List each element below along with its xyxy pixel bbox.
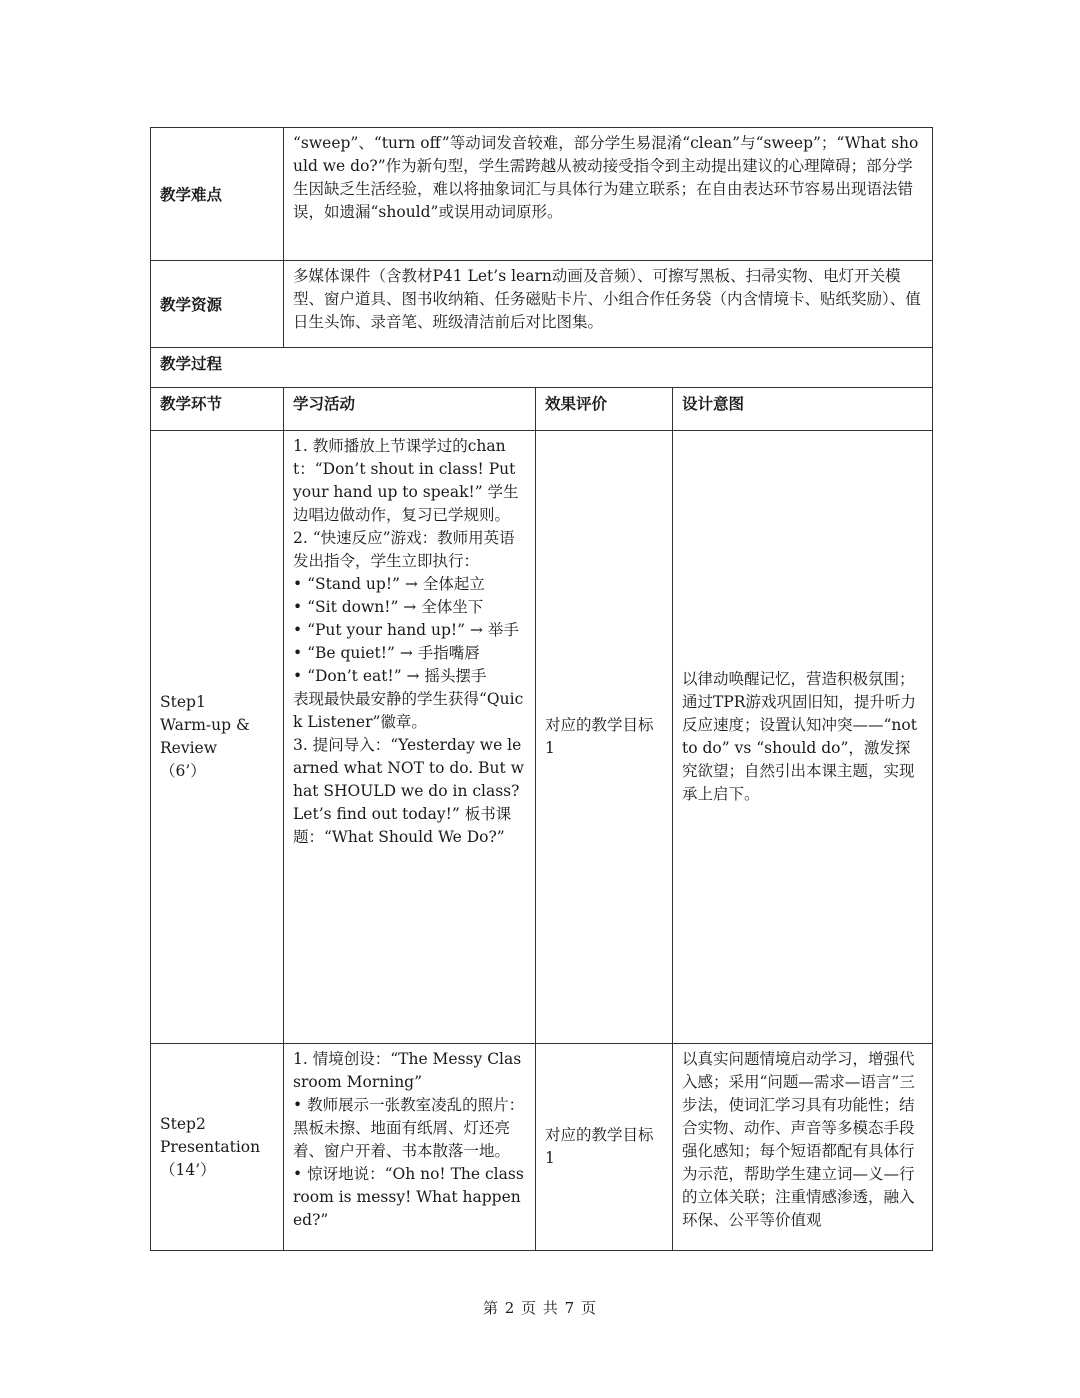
step1-evaluation: 对应的教学目标1 bbox=[536, 431, 673, 1044]
resources-label: 教学资源 bbox=[151, 261, 284, 348]
step1-activity-line: • “Stand up!” → 全体起立 bbox=[293, 575, 485, 593]
step1-stage-line: （6’） bbox=[160, 762, 206, 780]
step2-stage-line: （14’） bbox=[160, 1160, 216, 1179]
step1-stage-line: Warm-up & bbox=[160, 716, 250, 734]
step1-activity-line: • “Put your hand up!” → 举手 bbox=[293, 621, 519, 639]
header-activity: 学习活动 bbox=[284, 388, 536, 431]
header-row bbox=[151, 388, 933, 431]
step1-activity-line: • “Sit down!” → 全体坐下 bbox=[293, 598, 484, 616]
process-row bbox=[151, 348, 933, 388]
step1-activity-line: 表现最快最安静的学生获得“Quick Listener”徽章。 bbox=[293, 690, 524, 731]
step1-stage-line: Review bbox=[160, 739, 217, 757]
resources-text: 多媒体课件（含教材P41 Let’s learn动画及音频）、可擦写黑板、扫帚实物、电灯开关模型、窗户道具、图书收纳箱、任务磁贴卡片、小组合作任务袋（内含情境卡、贴纸奖励）、值日生头饰、录音笔、班级清洁前后对比图集。 bbox=[284, 261, 933, 348]
step1-row bbox=[151, 431, 933, 1044]
step2-activity-line: • 教师展示一张教室凌乱的照片：黑板未擦、地面有纸屑、灯还亮着、窗户开着、书本散落一地。 bbox=[293, 1096, 525, 1160]
difficulty-label: 教学难点 bbox=[151, 128, 284, 261]
resources-row bbox=[151, 261, 933, 348]
step2-activity bbox=[284, 1044, 536, 1251]
lesson-plan-table bbox=[150, 127, 933, 1251]
step1-activity bbox=[284, 431, 536, 1044]
step2-evaluation: 对应的教学目标1 bbox=[536, 1044, 673, 1251]
step2-activity-line: 1. 情境创设：“The Messy Classroom Morning” bbox=[293, 1050, 522, 1091]
step2-row bbox=[151, 1044, 933, 1251]
header-stage: 教学环节 bbox=[151, 388, 284, 431]
header-evaluation: 效果评价 bbox=[536, 388, 673, 431]
step2-stage-line: Presentation bbox=[160, 1137, 261, 1156]
step1-activity-line: 1. 教师播放上节课学过的chant：“Don’t shout in class! Put your hand up to speak!” 学生边唱边做动作，复习已学规则。 bbox=[293, 437, 519, 524]
step1-stage bbox=[151, 431, 284, 1044]
page-number: 第 2 页 共 7 页 bbox=[483, 1299, 597, 1317]
step2-intent: 以真实问题情境启动学习，增强代入感；采用“问题—需求—语言”三步法，使词汇学习具有功能性；结合实物、动作、声音等多模态手段强化感知；每个短语都配有具体行为示范，帮助学生建立词—义—行的立体关联；注重情感渗透，融入环保、公平等价值观 bbox=[673, 1044, 933, 1251]
header-intent: 设计意图 bbox=[673, 388, 933, 431]
difficulty-row bbox=[151, 128, 933, 261]
step2-stage-line: Step2 bbox=[160, 1114, 206, 1133]
step1-activity-line: 2. “快速反应”游戏：教师用英语发出指令，学生立即执行： bbox=[293, 529, 515, 570]
step1-stage-line: Step1 bbox=[160, 693, 206, 711]
difficulty-text: “sweep”、“turn off”等动词发音较难，部分学生易混淆“clean”与“sweep”；“What should we do?”作为新句型，学生需跨越从被动接受指令到主动提出建议的心理障碍；部分学生因缺乏生活经验，难以将抽象词汇与具体行为建立联系；在自由表达环节容易出现语法错误，如遗漏“should”或误用动词原形。 bbox=[284, 128, 933, 261]
step1-activity-line: • “Don’t eat!” → 摇头摆手 bbox=[293, 667, 487, 685]
step1-intent: 以律动唤醒记忆，营造积极氛围；通过TPR游戏巩固旧知，提升听力反应速度；设置认知冲突——“not to do” vs “should do”，激发探究欲望；自然引出本课主题，实现承上启下。 bbox=[673, 431, 933, 1044]
step1-activity-line: • “Be quiet!” → 手指嘴唇 bbox=[293, 644, 480, 662]
process-label: 教学过程 bbox=[151, 348, 933, 388]
step2-activity-line: • 惊讶地说：“Oh no! The classroom is messy! What happened?” bbox=[293, 1165, 524, 1229]
step2-stage bbox=[151, 1044, 284, 1251]
step1-activity-line: 3. 提问导入：“Yesterday we learned what NOT to do. But what SHOULD we do in class? Let’s find out today!” 板书课题：“What Should We Do?” bbox=[293, 736, 524, 846]
